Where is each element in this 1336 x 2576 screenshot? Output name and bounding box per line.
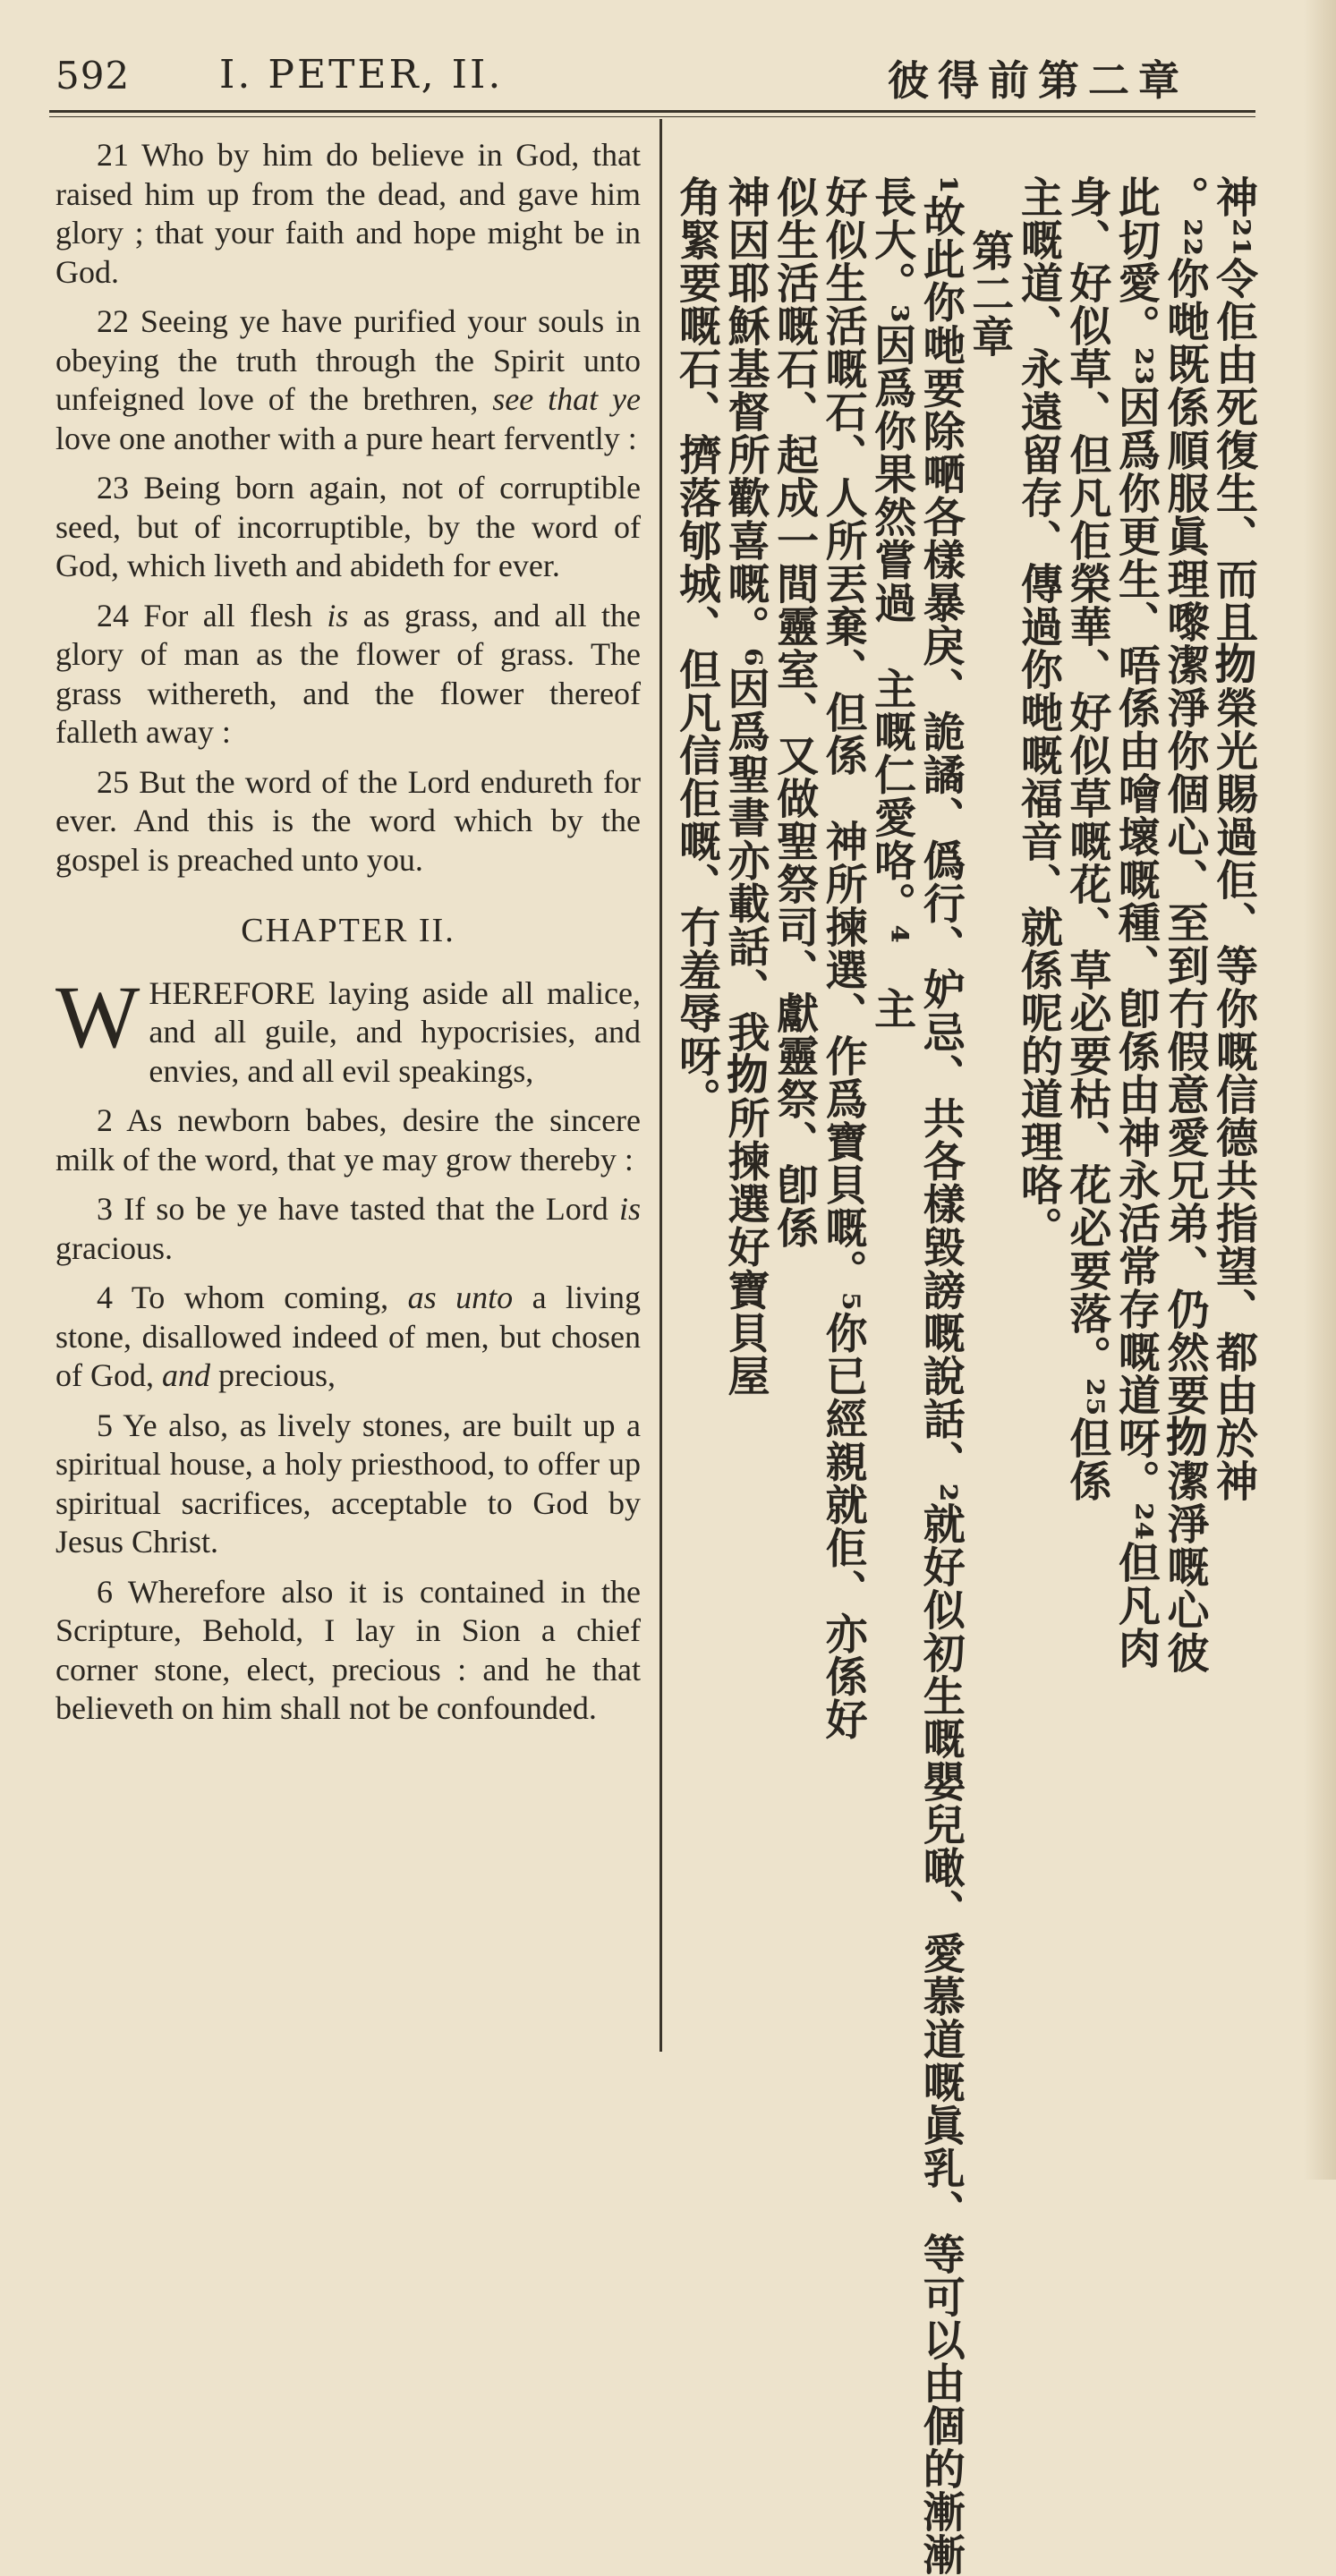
column-divider — [659, 119, 662, 2052]
page-edge-shading — [1304, 0, 1336, 2180]
verse-21: 21 Who by him do believe in God, that raised him up from the dead, and gave him glory ; that your faith and hope might be in God. — [55, 137, 641, 290]
chinese-line: 身、好似草、但凡佢榮華、好似草嘅花、草必要枯、花必要落。²⁵但係 — [1062, 175, 1112, 1503]
chinese-line: ¹故此你哋要除嗮各樣暴戾、詭譎、僞行、妒忌、共各樣毀謗嘅說話、²就好似初生嘅嬰兒噉、愛慕道嘅眞乳、等可以由個的漸漸 — [915, 175, 966, 2576]
chinese-line: 似生活嘅石、起成一間靈室、又做聖祭司、獻靈祭、卽係 — [770, 175, 820, 1249]
chinese-line: 長大。³因爲你果然嘗過 主嘅仁愛咯。⁴ 主 — [867, 175, 917, 1031]
verse-25: 25 But the word of the Lord endureth for ever. And this is the word which by the gospel is preached unto you. — [55, 763, 642, 878]
verse-23: 23 Being born again, not of corruptible seed, but of incorruptible, by the word of God, which liveth and abideth for ever. — [55, 470, 642, 583]
verse-1: WHEREFORE laying aside all malice, and all guile, and hypocrisies, and envies, and all evil speakings, — [55, 966, 641, 1089]
verse-22: 22 Seeing ye have purified your souls in obeying the truth through the Spirit unto unfeigned love of the brethren, see that ye love one another with a pure heart fervently : — [55, 303, 641, 456]
verse-3: 3 If so be ye have tasted that the Lord is gracious. — [55, 1191, 642, 1266]
chinese-column — [672, 175, 1258, 2576]
verse-2: 2 As newborn babes, desire the sincere milk of the word, that ye may grow thereby : — [55, 1102, 642, 1177]
page-header — [55, 47, 1246, 107]
chinese-line: 角緊要嘅石、擠落郇城、但凡信佢嘅、冇羞辱呀。 — [672, 175, 721, 1120]
chinese-line: 。²²你哋既係順服眞理嚟潔淨你個心、至到冇假意愛兄弟、仍然要𢪱潔淨嘅心彼 — [1160, 175, 1210, 1675]
chinese-line: 好似生活嘅石、人所丟棄、但係 神所揀選、作爲寶貝嘅。⁵你已經親就佢、亦係好 — [818, 175, 868, 1741]
verse-24: 24 For all flesh is as grass, and all the glory of man as the flower of grass. The grass withereth, and the flower thereof falleth away : — [55, 597, 641, 750]
book-title-english: I. PETER, II. — [219, 52, 504, 98]
page-number: 592 — [55, 54, 131, 98]
verse-4: 4 To whom coming, as unto a living stone, disallowed indeed of men, but chosen of God, and precious, — [55, 1279, 641, 1393]
verse-6: 6 Wherefore also it is contained in the Scripture, Behold, I lay in Sion a chief corner stone, elect, precious : and he that believeth on him shall not be confounded. — [55, 1573, 641, 1726]
chapter-heading: CHAPTER II. — [241, 912, 455, 949]
chinese-line: 神因耶穌基督所歡喜嘅。⁶因爲聖書亦載話、我𢪱所揀選好寶貝屋 — [720, 175, 770, 1398]
drop-cap-letter: W — [55, 966, 140, 1067]
header-rule — [49, 110, 1255, 113]
chinese-line: 神²¹令佢由死復生、而且𢪱榮光賜過佢、等你嘅信德共指望、都由於神 — [1209, 175, 1258, 1503]
chinese-line: 主嘅道、永遠留存、傳過你哋嘅福音、就係呢的道理咯。 — [1013, 175, 1063, 1249]
chinese-line: 此切愛。²³因爲你更生、唔係由噲壞嘅種、卽係由神永活常存嘅道呀。²⁴但凡肉 — [1110, 175, 1161, 1671]
chinese-chapter-heading: 第二章 — [965, 229, 1015, 358]
english-column — [55, 136, 641, 1739]
book-title-chinese: 彼得前第二章 — [888, 56, 1188, 105]
verse-5: 5 Ye also, as lively stones, are built up a spiritual house, a holy priesthood, to offer up spiritual sacrifices, acceptable to God by Jesus Christ. — [55, 1407, 641, 1560]
